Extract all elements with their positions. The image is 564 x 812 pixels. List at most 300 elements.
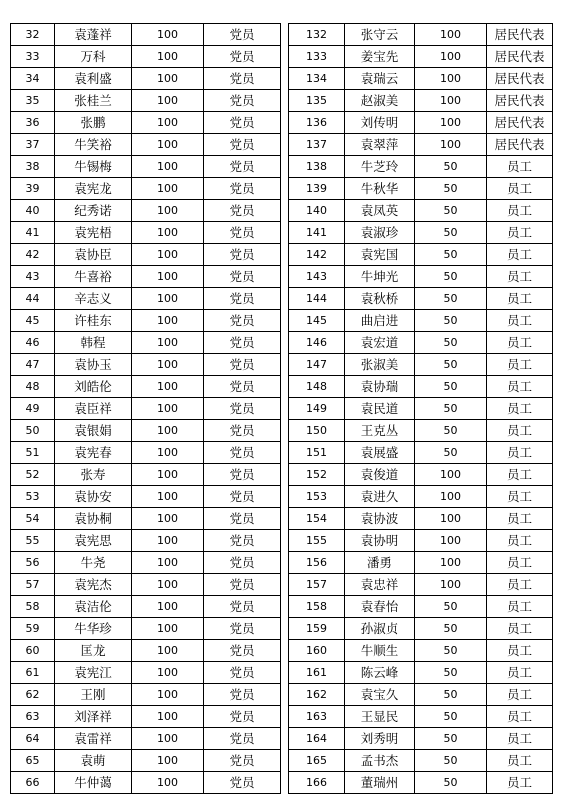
member-name: 袁宪龙 — [55, 178, 132, 200]
row-number: 147 — [289, 354, 345, 376]
member-role: 员工 — [487, 310, 553, 332]
row-number: 157 — [289, 574, 345, 596]
member-role: 党员 — [204, 90, 281, 112]
table-row — [11, 728, 281, 750]
row-number: 35 — [11, 90, 55, 112]
table-row — [11, 134, 281, 156]
score-value: 50 — [415, 596, 487, 618]
score-value: 50 — [415, 398, 487, 420]
member-name: 孙淑贞 — [345, 618, 415, 640]
score-value: 50 — [415, 750, 487, 772]
table-row — [289, 24, 553, 46]
member-role: 居民代表 — [487, 112, 553, 134]
member-name: 袁宪春 — [55, 442, 132, 464]
row-number: 163 — [289, 706, 345, 728]
member-role: 党员 — [204, 156, 281, 178]
score-value: 100 — [132, 134, 204, 156]
member-role: 党员 — [204, 464, 281, 486]
table-row — [11, 442, 281, 464]
member-role: 党员 — [204, 420, 281, 442]
member-name: 袁凤英 — [345, 200, 415, 222]
member-name: 袁洁伦 — [55, 596, 132, 618]
row-number: 34 — [11, 68, 55, 90]
score-value: 100 — [132, 310, 204, 332]
row-number: 58 — [11, 596, 55, 618]
member-role: 党员 — [204, 530, 281, 552]
member-name: 张鹏 — [55, 112, 132, 134]
table-row — [289, 376, 553, 398]
row-number: 49 — [11, 398, 55, 420]
member-name: 牛仲蔼 — [55, 772, 132, 794]
score-value: 100 — [132, 332, 204, 354]
row-number: 32 — [11, 24, 55, 46]
row-number: 134 — [289, 68, 345, 90]
table-row — [11, 222, 281, 244]
score-value: 50 — [415, 332, 487, 354]
row-number: 42 — [11, 244, 55, 266]
member-role: 员工 — [487, 442, 553, 464]
table-row — [289, 332, 553, 354]
table-row — [289, 244, 553, 266]
member-role: 党员 — [204, 222, 281, 244]
table-row — [289, 508, 553, 530]
table-row — [11, 464, 281, 486]
table-row — [11, 486, 281, 508]
score-value: 50 — [415, 728, 487, 750]
score-value: 100 — [132, 684, 204, 706]
table-row — [11, 332, 281, 354]
score-value: 50 — [415, 420, 487, 442]
score-value: 100 — [132, 90, 204, 112]
table-row — [289, 442, 553, 464]
member-name: 袁利盛 — [55, 68, 132, 90]
table-row — [289, 222, 553, 244]
member-name: 刘传明 — [345, 112, 415, 134]
member-role: 员工 — [487, 244, 553, 266]
table-row — [11, 662, 281, 684]
member-name: 张桂兰 — [55, 90, 132, 112]
score-value: 50 — [415, 706, 487, 728]
table-row — [289, 552, 553, 574]
member-role: 党员 — [204, 596, 281, 618]
row-number: 156 — [289, 552, 345, 574]
member-role: 员工 — [487, 266, 553, 288]
member-name: 袁俊道 — [345, 464, 415, 486]
member-role: 居民代表 — [487, 134, 553, 156]
member-name: 辛志义 — [55, 288, 132, 310]
member-role: 党员 — [204, 640, 281, 662]
member-role: 党员 — [204, 288, 281, 310]
member-name: 张淑美 — [345, 354, 415, 376]
member-role: 员工 — [487, 156, 553, 178]
member-name: 张寿 — [55, 464, 132, 486]
member-name: 袁展盛 — [345, 442, 415, 464]
row-number: 63 — [11, 706, 55, 728]
row-number: 37 — [11, 134, 55, 156]
row-number: 61 — [11, 662, 55, 684]
member-role: 员工 — [487, 750, 553, 772]
row-number: 141 — [289, 222, 345, 244]
table-row — [289, 486, 553, 508]
member-name: 袁忠祥 — [345, 574, 415, 596]
member-role: 党员 — [204, 112, 281, 134]
row-number: 135 — [289, 90, 345, 112]
row-number: 46 — [11, 332, 55, 354]
member-name: 牛尧 — [55, 552, 132, 574]
score-value: 50 — [415, 222, 487, 244]
member-name: 姜宝先 — [345, 46, 415, 68]
row-number: 54 — [11, 508, 55, 530]
row-number: 43 — [11, 266, 55, 288]
row-number: 62 — [11, 684, 55, 706]
score-value: 50 — [415, 288, 487, 310]
row-number: 132 — [289, 24, 345, 46]
member-name: 袁蓬祥 — [55, 24, 132, 46]
row-number: 151 — [289, 442, 345, 464]
member-name: 袁协玉 — [55, 354, 132, 376]
member-role: 员工 — [487, 618, 553, 640]
table-row — [11, 508, 281, 530]
member-name: 袁秋桥 — [345, 288, 415, 310]
table-row — [289, 112, 553, 134]
score-value: 50 — [415, 662, 487, 684]
member-name: 孟书杰 — [345, 750, 415, 772]
member-name: 袁协明 — [345, 530, 415, 552]
table-row — [289, 640, 553, 662]
score-value: 100 — [132, 68, 204, 90]
member-name: 袁协桐 — [55, 508, 132, 530]
left-table-body — [11, 24, 281, 794]
member-name: 袁淑珍 — [345, 222, 415, 244]
member-role: 党员 — [204, 618, 281, 640]
member-name: 韩程 — [55, 332, 132, 354]
member-name: 陈云峰 — [345, 662, 415, 684]
row-number: 55 — [11, 530, 55, 552]
member-name: 刘秀明 — [345, 728, 415, 750]
score-value: 50 — [415, 772, 487, 794]
table-row — [289, 706, 553, 728]
member-name: 袁宏道 — [345, 332, 415, 354]
member-role: 员工 — [487, 574, 553, 596]
score-value: 100 — [132, 376, 204, 398]
score-value: 100 — [132, 464, 204, 486]
score-value: 100 — [415, 46, 487, 68]
member-role: 员工 — [487, 662, 553, 684]
score-value: 100 — [415, 486, 487, 508]
row-number: 145 — [289, 310, 345, 332]
member-name: 袁萌 — [55, 750, 132, 772]
score-value: 100 — [415, 134, 487, 156]
row-number: 153 — [289, 486, 345, 508]
row-number: 146 — [289, 332, 345, 354]
table-row — [11, 46, 281, 68]
row-number: 164 — [289, 728, 345, 750]
member-name: 刘皓伦 — [55, 376, 132, 398]
table-row — [11, 112, 281, 134]
table-row — [289, 156, 553, 178]
table-row — [11, 640, 281, 662]
member-name: 王克丛 — [345, 420, 415, 442]
member-name: 王显民 — [345, 706, 415, 728]
member-name: 袁宪思 — [55, 530, 132, 552]
member-role: 党员 — [204, 376, 281, 398]
member-role: 党员 — [204, 332, 281, 354]
member-role: 党员 — [204, 398, 281, 420]
row-number: 133 — [289, 46, 345, 68]
member-role: 员工 — [487, 706, 553, 728]
member-name: 袁宪杰 — [55, 574, 132, 596]
score-value: 100 — [132, 266, 204, 288]
member-role: 党员 — [204, 68, 281, 90]
row-number: 44 — [11, 288, 55, 310]
member-name: 牛锡梅 — [55, 156, 132, 178]
member-role: 党员 — [204, 706, 281, 728]
table-row — [11, 684, 281, 706]
member-role: 党员 — [204, 442, 281, 464]
score-value: 100 — [132, 596, 204, 618]
member-role: 党员 — [204, 772, 281, 794]
table-row — [11, 310, 281, 332]
score-value: 100 — [132, 398, 204, 420]
table-row — [289, 530, 553, 552]
table-row — [289, 684, 553, 706]
table-row — [289, 178, 553, 200]
member-role: 党员 — [204, 200, 281, 222]
member-name: 董瑞州 — [345, 772, 415, 794]
member-role: 党员 — [204, 310, 281, 332]
row-number: 50 — [11, 420, 55, 442]
member-role: 员工 — [487, 288, 553, 310]
table-row — [289, 662, 553, 684]
table-row — [11, 24, 281, 46]
member-role: 党员 — [204, 684, 281, 706]
row-number: 166 — [289, 772, 345, 794]
row-number: 160 — [289, 640, 345, 662]
score-value: 100 — [415, 530, 487, 552]
row-number: 48 — [11, 376, 55, 398]
member-role: 员工 — [487, 684, 553, 706]
row-number: 59 — [11, 618, 55, 640]
score-value: 100 — [132, 420, 204, 442]
member-role: 员工 — [487, 772, 553, 794]
row-number: 165 — [289, 750, 345, 772]
member-role: 员工 — [487, 464, 553, 486]
member-name: 张守云 — [345, 24, 415, 46]
member-name: 牛秋华 — [345, 178, 415, 200]
score-value: 100 — [132, 244, 204, 266]
member-role: 员工 — [487, 332, 553, 354]
score-value: 100 — [132, 200, 204, 222]
score-value: 100 — [132, 662, 204, 684]
row-number: 149 — [289, 398, 345, 420]
member-role: 党员 — [204, 750, 281, 772]
row-number: 142 — [289, 244, 345, 266]
member-role: 党员 — [204, 354, 281, 376]
member-name: 袁协瑞 — [345, 376, 415, 398]
row-number: 39 — [11, 178, 55, 200]
member-name: 袁春怡 — [345, 596, 415, 618]
score-value: 100 — [132, 24, 204, 46]
score-value: 50 — [415, 640, 487, 662]
row-number: 161 — [289, 662, 345, 684]
table-row — [11, 200, 281, 222]
row-number: 41 — [11, 222, 55, 244]
member-role: 党员 — [204, 134, 281, 156]
table-row — [289, 750, 553, 772]
member-role: 党员 — [204, 266, 281, 288]
row-number: 57 — [11, 574, 55, 596]
member-role: 员工 — [487, 398, 553, 420]
table-row — [289, 90, 553, 112]
member-role: 员工 — [487, 376, 553, 398]
row-number: 36 — [11, 112, 55, 134]
score-value: 100 — [132, 728, 204, 750]
score-value: 50 — [415, 354, 487, 376]
member-name: 袁翠萍 — [345, 134, 415, 156]
row-number: 158 — [289, 596, 345, 618]
score-value: 100 — [415, 24, 487, 46]
table-row — [11, 354, 281, 376]
row-number: 47 — [11, 354, 55, 376]
member-role: 员工 — [487, 420, 553, 442]
score-value: 100 — [132, 772, 204, 794]
table-row — [289, 310, 553, 332]
member-name: 袁协波 — [345, 508, 415, 530]
row-number: 150 — [289, 420, 345, 442]
row-number: 143 — [289, 266, 345, 288]
member-name: 袁协安 — [55, 486, 132, 508]
table-row — [289, 68, 553, 90]
row-number: 152 — [289, 464, 345, 486]
score-value: 100 — [132, 222, 204, 244]
member-role: 员工 — [487, 552, 553, 574]
member-name: 赵淑美 — [345, 90, 415, 112]
score-value: 100 — [132, 750, 204, 772]
member-name: 王刚 — [55, 684, 132, 706]
member-role: 居民代表 — [487, 90, 553, 112]
table-row — [289, 618, 553, 640]
table-row — [289, 728, 553, 750]
score-value: 50 — [415, 266, 487, 288]
member-role: 员工 — [487, 178, 553, 200]
member-name: 袁宝久 — [345, 684, 415, 706]
table-row — [289, 134, 553, 156]
right-table-body — [289, 24, 553, 794]
row-number: 159 — [289, 618, 345, 640]
table-row — [11, 420, 281, 442]
score-value: 100 — [132, 442, 204, 464]
member-name: 袁银娟 — [55, 420, 132, 442]
member-name: 袁雷祥 — [55, 728, 132, 750]
score-value: 100 — [132, 486, 204, 508]
member-role: 居民代表 — [487, 68, 553, 90]
row-number: 65 — [11, 750, 55, 772]
member-role: 员工 — [487, 508, 553, 530]
member-name: 牛坤光 — [345, 266, 415, 288]
table-row — [11, 90, 281, 112]
member-role: 员工 — [487, 354, 553, 376]
table-row — [11, 574, 281, 596]
table-row — [289, 200, 553, 222]
right-table — [288, 23, 553, 794]
row-number: 66 — [11, 772, 55, 794]
member-role: 员工 — [487, 530, 553, 552]
table-row — [11, 552, 281, 574]
member-role: 党员 — [204, 46, 281, 68]
table-row — [11, 156, 281, 178]
score-value: 50 — [415, 618, 487, 640]
table-row — [289, 398, 553, 420]
table-row — [11, 68, 281, 90]
member-role: 党员 — [204, 486, 281, 508]
member-role: 员工 — [487, 596, 553, 618]
row-number: 52 — [11, 464, 55, 486]
member-role: 党员 — [204, 574, 281, 596]
table-row — [289, 574, 553, 596]
table-row — [289, 46, 553, 68]
score-value: 100 — [132, 156, 204, 178]
score-value: 100 — [132, 552, 204, 574]
table-row — [289, 288, 553, 310]
row-number: 40 — [11, 200, 55, 222]
left-table — [10, 23, 281, 794]
member-role: 党员 — [204, 178, 281, 200]
row-number: 51 — [11, 442, 55, 464]
score-value: 100 — [132, 288, 204, 310]
table-row — [289, 420, 553, 442]
score-value: 50 — [415, 178, 487, 200]
member-name: 牛笑裕 — [55, 134, 132, 156]
table-row — [11, 706, 281, 728]
member-name: 匡龙 — [55, 640, 132, 662]
row-number: 162 — [289, 684, 345, 706]
score-value: 50 — [415, 684, 487, 706]
row-number: 144 — [289, 288, 345, 310]
table-row — [11, 530, 281, 552]
score-value: 50 — [415, 156, 487, 178]
score-value: 100 — [132, 530, 204, 552]
row-number: 139 — [289, 178, 345, 200]
table-row — [289, 596, 553, 618]
score-value: 100 — [415, 508, 487, 530]
member-role: 员工 — [487, 222, 553, 244]
row-number: 53 — [11, 486, 55, 508]
score-value: 50 — [415, 244, 487, 266]
member-name: 袁臣祥 — [55, 398, 132, 420]
table-row — [11, 376, 281, 398]
member-name: 袁进久 — [345, 486, 415, 508]
member-name: 袁协臣 — [55, 244, 132, 266]
table-row — [11, 772, 281, 794]
score-value: 100 — [132, 112, 204, 134]
member-name: 万科 — [55, 46, 132, 68]
member-role: 员工 — [487, 640, 553, 662]
table-row — [11, 596, 281, 618]
table-row — [11, 178, 281, 200]
table-row — [289, 464, 553, 486]
row-number: 140 — [289, 200, 345, 222]
row-number: 33 — [11, 46, 55, 68]
row-number: 154 — [289, 508, 345, 530]
member-name: 牛华珍 — [55, 618, 132, 640]
member-name: 袁民道 — [345, 398, 415, 420]
table-row — [11, 398, 281, 420]
member-role: 员工 — [487, 200, 553, 222]
table-row — [289, 266, 553, 288]
row-number: 148 — [289, 376, 345, 398]
row-number: 60 — [11, 640, 55, 662]
member-name: 许桂东 — [55, 310, 132, 332]
